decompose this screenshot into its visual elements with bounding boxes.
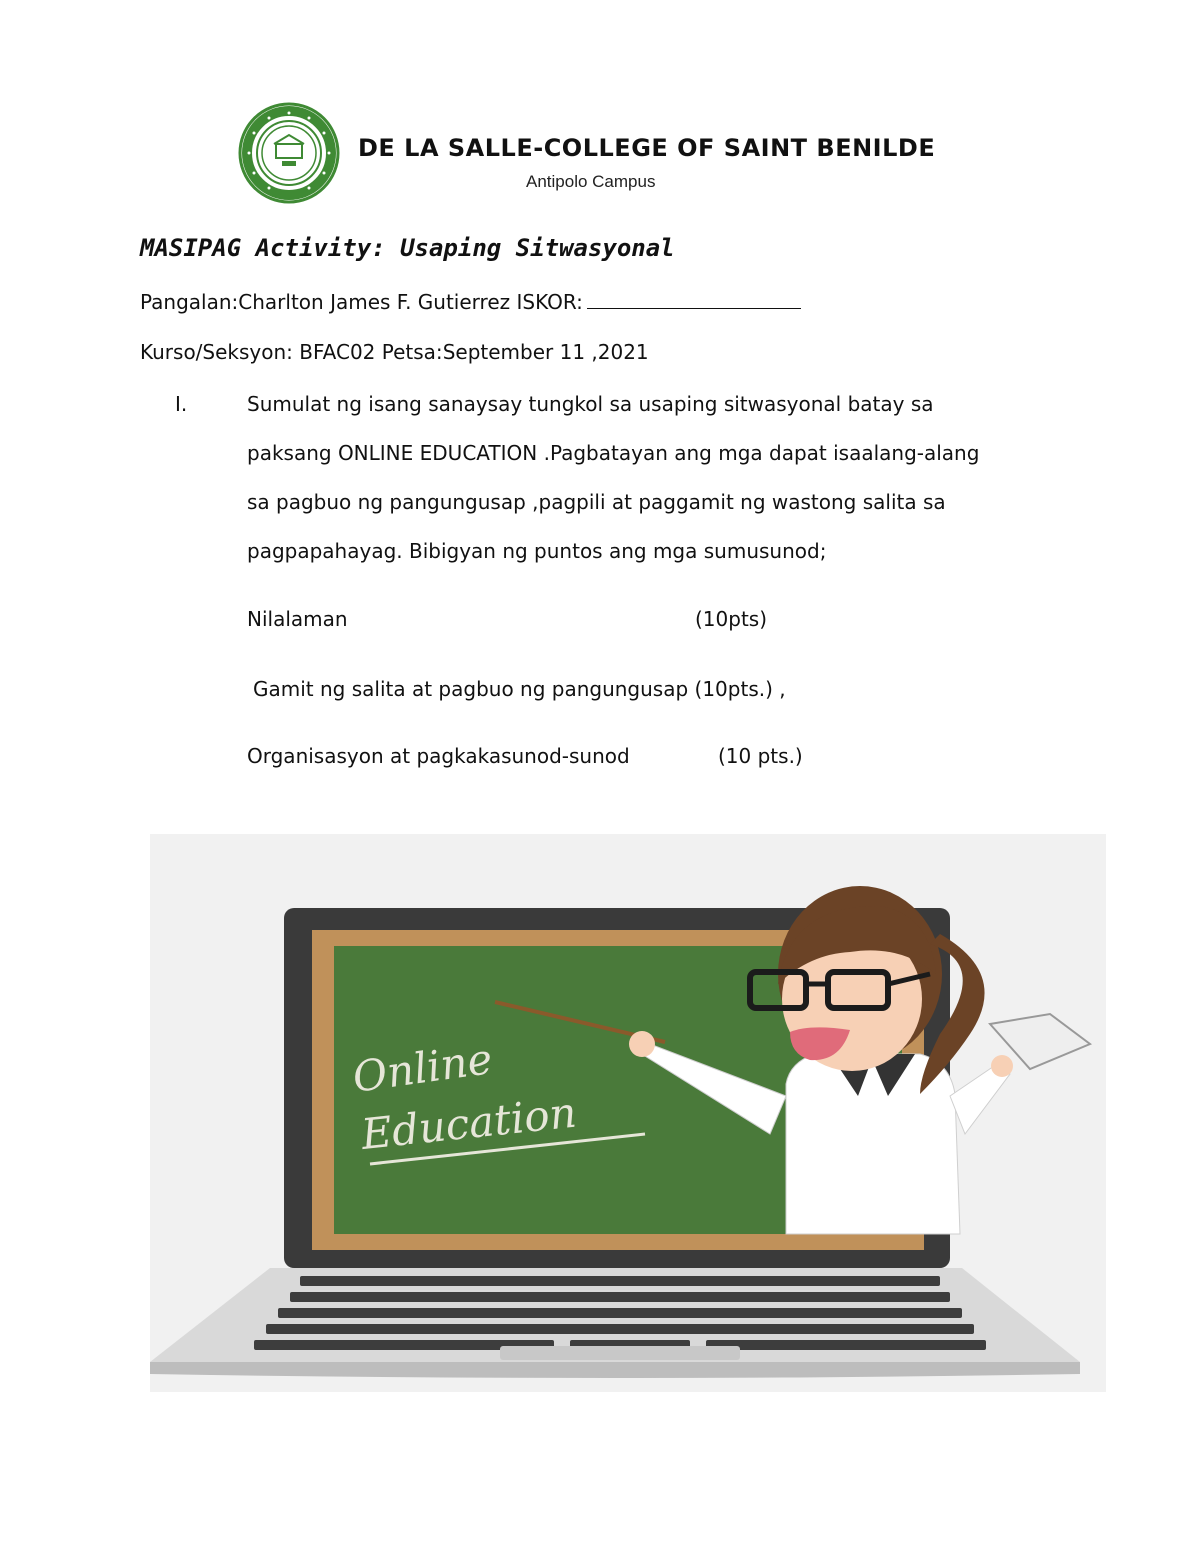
campus-name: Antipolo Campus: [526, 172, 656, 191]
score-label: ISKOR:: [516, 290, 583, 314]
criterion-label: Gamit ng salita at pagbuo ng pangungusap (10pts.) ,: [253, 677, 786, 701]
instruction-text: [247, 380, 1067, 576]
activity-title: MASIPAG Activity: Usaping Sitwasyonal: [140, 234, 675, 262]
course-label: Kurso/Seksyon:: [140, 340, 293, 364]
board-line-1: Online: [349, 1033, 496, 1102]
teacher-laptop-illustration: [150, 834, 1106, 1392]
criterion-points: (10pts): [695, 607, 768, 631]
name-label: Pangalan:: [140, 290, 239, 314]
course-line: [140, 340, 649, 364]
board-line-2: Education: [358, 1087, 579, 1159]
student-name: Charlton James F. Gutierrez: [238, 290, 511, 314]
instruction-number: I.: [175, 392, 188, 416]
date-value: September 11 ,2021: [442, 340, 649, 364]
instruction-line: pagpapahayag. Bibigyan ng puntos ang mga sumusunod;: [247, 539, 827, 563]
course-value: BFAC02: [299, 340, 376, 364]
criterion-label: Organisasyon at pagkakasunod-sunod: [247, 744, 630, 768]
instruction-line: paksang ONLINE EDUCATION .Pagbatayan ang mga dapat isaalang-alang: [247, 441, 980, 465]
date-label: Petsa:: [381, 340, 443, 364]
school-seal-icon: [238, 102, 340, 204]
student-name-line: [140, 290, 801, 314]
school-name: DE LA SALLE-COLLEGE OF SAINT BENILDE: [358, 134, 936, 162]
instruction-line: sa pagbuo ng pangungusap ,pagpili at paggamit ng wastong salita sa: [247, 490, 946, 514]
instruction-line: Sumulat ng isang sanaysay tungkol sa usaping sitwasyonal batay sa: [247, 392, 934, 416]
criterion-points: (10 pts.): [718, 744, 803, 768]
score-blank: [587, 290, 801, 309]
criterion-label: Nilalaman: [247, 607, 348, 631]
